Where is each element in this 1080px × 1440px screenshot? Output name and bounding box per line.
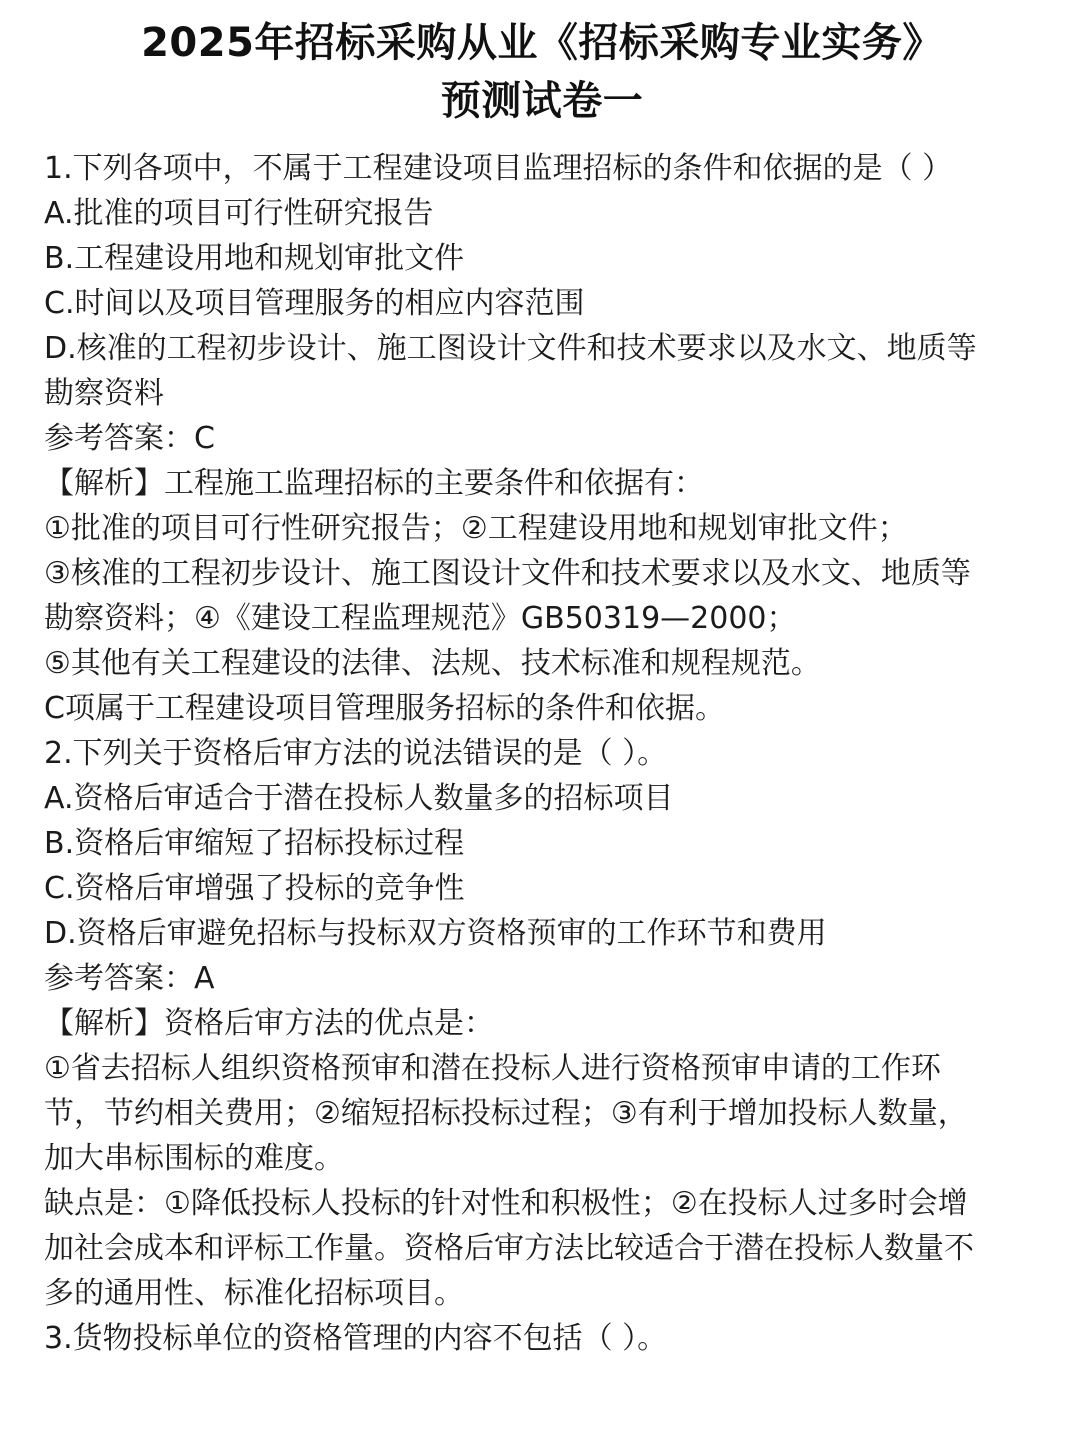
question-1-analysis-conclusion: C项属于工程建设项目管理服务招标的条件和依据。 — [44, 691, 725, 726]
question-2-analysis-line: 多的通用性、标准化招标项目。 — [44, 1276, 464, 1311]
question-2-option-b: B.资格后审缩短了招标投标过程 — [44, 826, 465, 861]
question-2-analysis-line: ①省去招标人组织资格预审和潜在投标人进行资格预审申请的工作环 — [44, 1051, 941, 1086]
question-2-option-d: D.资格后审避免招标与投标双方资格预审的工作环节和费用 — [44, 916, 827, 951]
question-1-analysis-line: ⑤其他有关工程建设的法律、法规、技术标准和规程规范。 — [44, 646, 821, 681]
question-2-analysis-heading: 【解析】资格后审方法的优点是： — [44, 1006, 494, 1041]
question-1-analysis-line: ①批准的项目可行性研究报告；②工程建设用地和规划审批文件； — [44, 511, 908, 546]
title-line-2: 预测试卷一 — [440, 78, 644, 124]
question-1-analysis-line: ③核准的工程初步设计、施工图设计文件和技术要求以及水文、地质等 — [44, 556, 971, 591]
question-1-option-c: C.时间以及项目管理服务的相应内容范围 — [44, 286, 585, 321]
question-1-analysis-line: 勘察资料；④《建设工程监理规范》GB50319—2000； — [44, 601, 797, 636]
question-3-stem: 3.货物投标单位的资格管理的内容不包括（ ）。 — [44, 1321, 668, 1356]
question-1-option-b: B.工程建设用地和规划审批文件 — [44, 241, 465, 276]
question-2-analysis-line: 加大串标围标的难度。 — [44, 1141, 344, 1176]
page-title — [44, 14, 1040, 130]
question-2-stem: 2.下列关于资格后审方法的说法错误的是（ ）。 — [44, 736, 668, 771]
question-2-analysis-line: 缺点是：①降低投标人投标的针对性和积极性；②在投标人过多时会增 — [44, 1186, 968, 1221]
document-body — [44, 146, 1040, 1361]
question-1-analysis-heading: 【解析】工程施工监理招标的主要条件和依据有： — [44, 466, 704, 501]
question-1-option-a: A.批准的项目可行性研究报告 — [44, 196, 434, 231]
title-line-1: 2025年招标采购从业《招标采购专业实务》 — [141, 20, 943, 66]
question-1-answer: 参考答案：C — [44, 421, 215, 456]
question-2-option-a: A.资格后审适合于潜在投标人数量多的招标项目 — [44, 781, 674, 816]
question-2-analysis-line: 节，节约相关费用；②缩短招标投标过程；③有利于增加投标人数量， — [44, 1096, 968, 1131]
question-1-stem: 1.下列各项中，不属于工程建设项目监理招标的条件和依据的是（ ） — [44, 151, 953, 186]
question-1-option-d-cont: 勘察资料 — [44, 376, 164, 411]
question-2-analysis-line: 加社会成本和评标工作量。资格后审方法比较适合于潜在投标人数量不 — [44, 1231, 974, 1266]
question-2-answer: 参考答案：A — [44, 961, 215, 996]
question-1-option-d: D.核准的工程初步设计、施工图设计文件和技术要求以及水文、地质等 — [44, 331, 977, 366]
question-2-option-c: C.资格后审增强了投标的竞争性 — [44, 871, 465, 906]
